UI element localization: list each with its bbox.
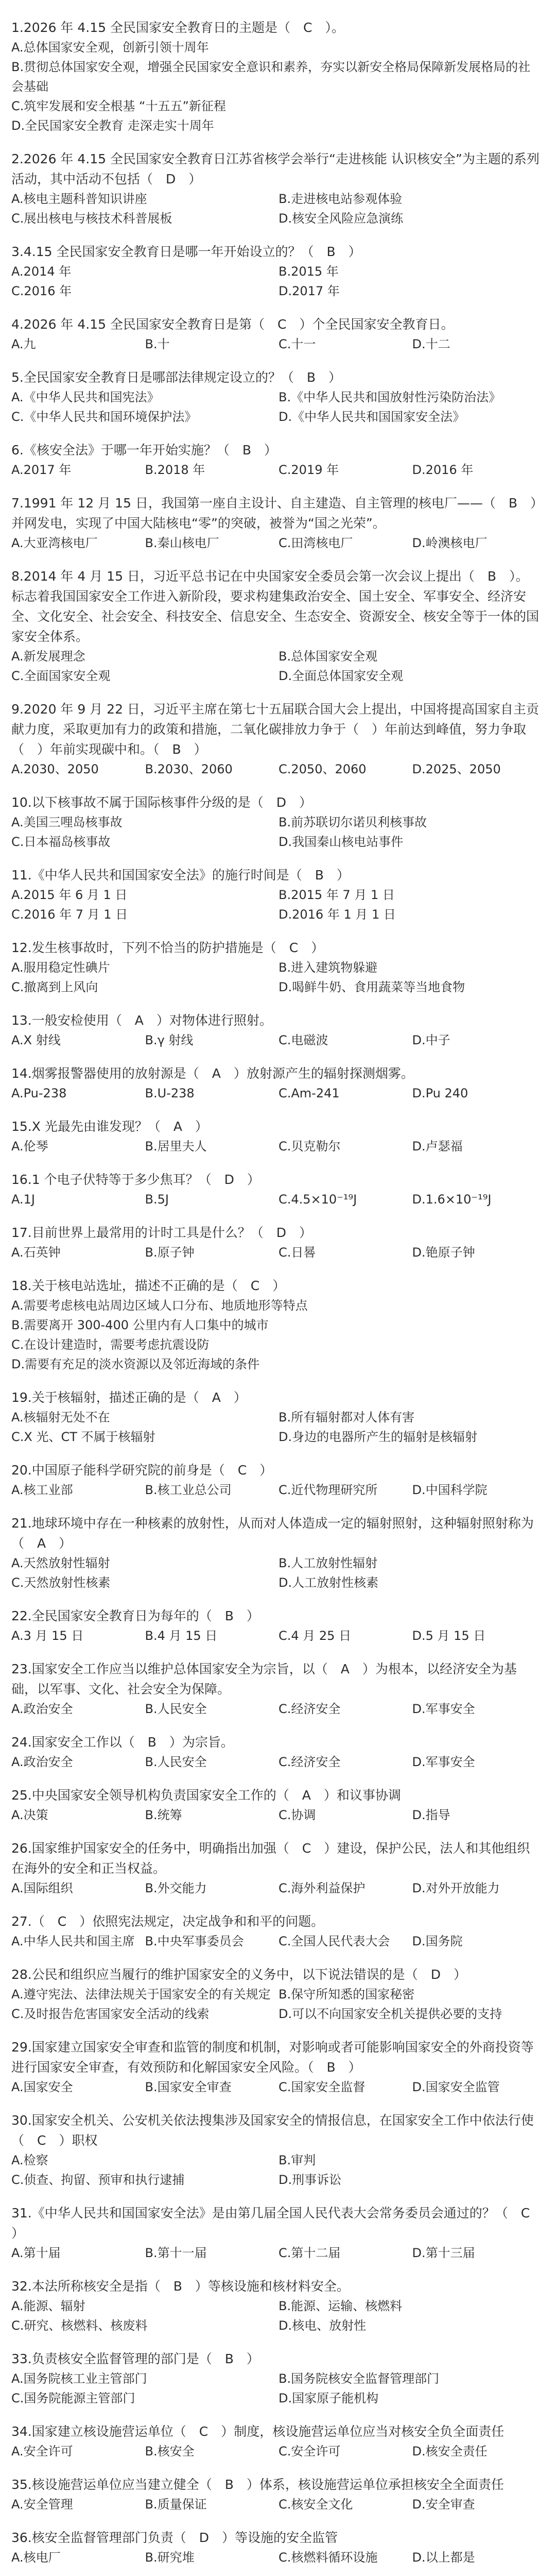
- option-a: A.美国三哩岛核事故: [11, 815, 123, 829]
- option-group: [11, 1752, 541, 1772]
- option-a: A.第十届: [11, 2246, 61, 2260]
- option-group: [11, 1878, 541, 1898]
- option-b: B.质量保证: [145, 2497, 207, 2512]
- option-d: D.以上都是: [412, 2550, 475, 2565]
- option-a: A.安全管理: [11, 2497, 73, 2512]
- option-c: C.研究、核燃料、核废料: [11, 2318, 148, 2333]
- option-d: D.2016 年 1 月 1 日: [279, 907, 396, 922]
- question-stem: 27.（ C ）依照宪法规定，决定战争和和平的问题。: [11, 1914, 324, 1929]
- question-stem: 22.全民国家安全教育日为每年的（ B ）: [11, 1608, 259, 1623]
- option-group: [11, 1243, 541, 1262]
- option-b: B.统筹: [145, 1808, 182, 1822]
- question-stem: 20.中国原子能科学研究院的前身是（ C ）: [11, 1463, 273, 1478]
- question-item: [11, 2475, 541, 2514]
- option-c: C.在设计建造时，需要考虑抗震设防: [11, 1337, 210, 1352]
- option-c: C.4 月 25 日: [279, 1629, 352, 1643]
- option-a: A.国家安全: [11, 2080, 73, 2094]
- option-b: B.总体国家安全观: [279, 649, 378, 664]
- option-a: A.天然放射性辐射: [11, 1556, 110, 1570]
- option-a: A.1J: [11, 1192, 35, 1207]
- option-c: C.十一: [279, 337, 316, 351]
- question-stem: 13.一般安检使用（ A ）对物体进行照射。: [11, 1013, 272, 1028]
- option-a: A.能源、辐射: [11, 2299, 85, 2313]
- option-c: C.及时报告危害国家安全活动的线索: [11, 2007, 210, 2021]
- option-group: [11, 1083, 541, 1103]
- option-d: D.身边的电器所产生的辐射是核辐射: [279, 1430, 478, 1444]
- option-a: A.3 月 15 日: [11, 1629, 84, 1643]
- option-group: [11, 533, 541, 553]
- option-b: B.秦山核电厂: [145, 536, 219, 550]
- option-a: A.新发展理念: [11, 649, 85, 664]
- option-b: B.4 月 15 日: [145, 1629, 218, 1643]
- question-item: [11, 2037, 541, 2097]
- question-item: [11, 1732, 541, 1772]
- question-item: [11, 2110, 541, 2190]
- question-stem: 19.关于核辐射，描述正确的是（ A ）: [11, 1390, 247, 1405]
- option-c: C.Am-241: [279, 1086, 340, 1100]
- option-group: [11, 2296, 541, 2335]
- option-group: [11, 1408, 541, 1447]
- question-item: [11, 1964, 541, 2024]
- option-d: D.全面总体国家安全观: [279, 669, 404, 683]
- question-item: [11, 1460, 541, 1500]
- question-stem: 8.2014 年 4 月 15 日，习近平总书记在中央国家安全委员会第一次会议上提出（ B ）。标志着我国国家安全工作进入新阶段，要求构建集政治安全、国土安全、军事安全、经济安全、文化安全、社会安全、科技安全、信息安全、生态安全、资源安全、核安全等于一体的国家安全体系。: [11, 569, 540, 644]
- question-item: [11, 699, 541, 779]
- option-c: C.贝克勒尔: [279, 1139, 341, 1154]
- option-a: A.中华人民共和国主席: [11, 1934, 135, 1948]
- option-d: D.Pu 240: [412, 1086, 468, 1100]
- option-c: C.核燃料循环设施: [279, 2550, 378, 2565]
- option-c: C.侦查、拘留、预审和执行逮捕: [11, 2173, 185, 2187]
- option-group: [11, 1190, 541, 1209]
- option-d: D.2017 年: [279, 284, 340, 298]
- option-c: C.电磁波: [279, 1033, 328, 1047]
- option-group: [11, 1985, 541, 2024]
- question-item: [11, 1606, 541, 1646]
- option-a: A.国际组织: [11, 1881, 73, 1895]
- option-d: D.2025、2050: [412, 762, 501, 776]
- question-item: [11, 1911, 541, 1951]
- option-c: C.安全许可: [279, 2444, 341, 2459]
- question-stem: 12.发生核事故时，下列不恰当的防护措施是（ C ）: [11, 940, 324, 955]
- question-stem: 33.负责核安全监督管理的部门是（ B ）: [11, 2351, 259, 2366]
- option-group: [11, 1137, 541, 1156]
- question-item: [11, 440, 541, 480]
- option-b: B.U-238: [145, 1086, 195, 1100]
- question-stem: 24.国家安全工作以（ B ）为宗旨。: [11, 1735, 234, 1750]
- option-c: C.国家安全监督: [279, 2080, 366, 2094]
- option-d: D.核安全风险应急演练: [279, 211, 404, 226]
- question-stem: 34.国家建立核设施营运单位（ C ）制度，核设施营运单位应当对核安全负全面责任: [11, 2424, 505, 2439]
- question-stem: 21.地球环境中存在一种核素的放射性，从而对人体造成一定的辐射照射，这种辐射照射称为（ A ）: [11, 1516, 534, 1551]
- question-item: [11, 407, 541, 427]
- option-a: A.伦琴: [11, 1139, 48, 1154]
- question-stem: 18.关于核电站选址，描述不正确的是（ C ）: [11, 1278, 286, 1293]
- option-b: B.2018 年: [145, 463, 205, 477]
- option-d: D.喝鲜牛奶、食用蔬菜等当地食物: [279, 980, 465, 994]
- option-a: A.Pu-238: [11, 1086, 67, 1100]
- option-d: D.军事安全: [412, 1702, 475, 1716]
- option-d: D.国家原子能机构: [279, 2391, 379, 2405]
- option-group: [11, 759, 541, 779]
- option-d: D.对外开放能力: [412, 1881, 500, 1895]
- option-group: [11, 460, 541, 480]
- option-c: C.全国人民代表大会: [279, 1934, 390, 1948]
- question-item: [11, 1838, 541, 1898]
- option-d: D.全民国家安全教育 走深走实十周年: [11, 118, 214, 133]
- option-group: [11, 1296, 541, 1374]
- option-c: C.国务院能源主管部门: [11, 2391, 135, 2405]
- option-group: [11, 38, 541, 135]
- question-stem: 32.本法所称核安全是指（ B ）等核设施和核材料安全。: [11, 2279, 350, 2294]
- option-b: B.核工业总公司: [145, 1483, 232, 1497]
- option-b: B.《中华人民共和国放射性污染防治法》: [279, 390, 501, 404]
- option-a: A.核工业部: [11, 1483, 73, 1497]
- option-group: [11, 2150, 541, 2190]
- option-group: [11, 1931, 541, 1951]
- option-group: [11, 958, 541, 997]
- option-group: [11, 2369, 541, 2408]
- question-item: [11, 1010, 541, 1050]
- option-c: C.经济安全: [279, 1755, 341, 1769]
- option-c: C.展出核电与核技术科普展板: [11, 211, 172, 226]
- question-item: [11, 938, 541, 997]
- question-stem: 31.《中华人民共和国国家安全法》是由第几届全国人民代表大会常务委员会通过的？（ C ）: [11, 2206, 543, 2241]
- question-stem: 7.1991 年 12 月 15 日，我国第一座自主设计、自主建造、自主管理的核电厂——（ B ）并网发电，实现了中国大陆核电“零”的突破，被誉为“国之光荣”。: [11, 496, 537, 531]
- option-a: A.石英钟: [11, 1245, 61, 1260]
- option-c: C.全面国家安全观: [11, 669, 111, 683]
- option-c: C.天然放射性核素: [11, 1575, 111, 1590]
- option-a: A.政治安全: [11, 1755, 73, 1769]
- question-stem: 23.国家安全工作应当以维护总体国家安全为宗旨，以（ A ）为根本，以经济安全为基础，以军事、文化、社会安全为保障。: [11, 1662, 517, 1697]
- question-stem: 35.核设施营运单位应当建立健全（ B ）体系，核设施营运单位承担核安全全面责任: [11, 2477, 504, 2492]
- question-stem: 28.公民和组织应当履行的维护国家安全的义务中，以下说法错误的是（ D ）: [11, 1967, 467, 1982]
- option-b: B.保守所知悉的国家秘密: [279, 1987, 415, 2002]
- question-stem: 29.国家建立国家安全审查和监管的制度和机制，对影响或者可能影响国家安全的外商投资等进行国家安全审查，有效预防和化解国家安全风险。（ B ）: [11, 2040, 534, 2075]
- option-c: C.2016 年 7 月 1 日: [11, 907, 128, 922]
- option-b: D.《中华人民共和国国家安全法》: [279, 410, 465, 424]
- option-d: D.岭澳核电厂: [412, 536, 488, 550]
- option-group: [11, 2077, 541, 2097]
- option-d: D.铯原子钟: [412, 1245, 475, 1260]
- option-group: [11, 885, 541, 924]
- option-group: [11, 647, 541, 686]
- question-item: [11, 314, 541, 354]
- option-a: A.X 射线: [11, 1033, 61, 1047]
- option-c: C.X 光、CT 不属于核辐射: [11, 1430, 155, 1444]
- option-d: D.2016 年: [412, 463, 474, 477]
- option-d: D.第十三届: [412, 2246, 475, 2260]
- question-item: [11, 865, 541, 924]
- option-a: A.2015 年 6 月 1 日: [11, 888, 128, 902]
- question-item: [11, 1659, 541, 1719]
- option-a: A.《中华人民共和国宪法》: [11, 390, 160, 404]
- option-a: A.检察: [11, 2153, 48, 2167]
- option-b: B.人工放射性辐射: [279, 1556, 378, 1570]
- option-group: [11, 1699, 541, 1719]
- option-group: [11, 262, 541, 301]
- option-b: B.十: [145, 337, 170, 351]
- question-item: [11, 1513, 541, 1592]
- question-stem: 15.X 光最先由谁发现？（ A ）: [11, 1119, 208, 1134]
- question-item: [11, 493, 541, 553]
- option-group: [11, 1626, 541, 1646]
- option-b: B.γ 射线: [145, 1033, 194, 1047]
- option-d: D.需要有充足的淡水资源以及邻近海域的条件: [11, 1357, 260, 1371]
- option-a: A.2014 年: [11, 264, 72, 279]
- option-c: C.海外利益保护: [279, 1881, 366, 1895]
- option-d: D.十二: [412, 337, 450, 351]
- option-a: A.决策: [11, 1808, 48, 1822]
- option-d: D.安全审查: [412, 2497, 475, 2512]
- option-d: D.1.6×10⁻¹⁹J: [412, 1192, 492, 1207]
- question-stem: 3.4.15 全民国家安全教育日是哪一年开始设立的？（ B ）: [11, 244, 361, 259]
- question-stem: 14.烟雾报警器使用的放射源是（ A ）放射源产生的辐射探测烟雾。: [11, 1066, 414, 1081]
- option-b: B.原子钟: [145, 1245, 195, 1260]
- option-group: [11, 1805, 541, 1825]
- option-b: B.5J: [145, 1192, 169, 1207]
- option-c: C.经济安全: [279, 1702, 341, 1716]
- option-b: B.进入建筑物躲避: [279, 960, 378, 975]
- option-a: A.服用稳定性碘片: [11, 960, 110, 975]
- question-item: [11, 1116, 541, 1156]
- question-item: [11, 367, 541, 407]
- option-a: A.2017 年: [11, 463, 72, 477]
- option-c: C.近代物理研究所: [279, 1483, 378, 1497]
- option-c: C.核安全文化: [279, 2497, 353, 2512]
- option-c: C.4.5×10⁻¹⁹J: [279, 1192, 357, 1207]
- option-d: D.中国科学院: [412, 1483, 488, 1497]
- option-d: D.指导: [412, 1808, 450, 1822]
- question-stem: 5.全民国家安全教育日是哪部法律规定设立的？（ B ）: [11, 370, 342, 385]
- question-item: [11, 2276, 541, 2335]
- option-b: B.人民安全: [145, 1755, 207, 1769]
- option-a: A.需要考虑核电站周边区域人口分布、地质地形等特点: [11, 1298, 308, 1313]
- option-a: A.遵守宪法、法律法规关于国家安全的有关规定: [11, 1987, 271, 2002]
- option-group: [11, 2548, 541, 2567]
- question-item: [11, 18, 541, 135]
- option-a: A.2030、2050: [11, 762, 99, 776]
- option-b: B.能源、运输、核燃料: [279, 2299, 403, 2313]
- option-group: [11, 812, 541, 852]
- option-a: A.核电厂: [11, 2550, 61, 2565]
- option-d: D.可以不向国家安全机关提供必要的支持: [279, 2007, 502, 2021]
- question-item: [11, 1223, 541, 1262]
- option-a: A.国务院核工业主管部门: [11, 2371, 147, 2386]
- option-a: A.核辐射无处不在: [11, 1410, 110, 1425]
- option-a: A.安全许可: [11, 2444, 73, 2459]
- option-c: C.第十二届: [279, 2246, 341, 2260]
- option-b: B.贯彻总体国家安全观，增强全民国家安全意识和素养，夯实以新安全格局保障新发展格局的社会基础: [11, 60, 531, 94]
- option-b: B.中央军事委员会: [145, 1934, 244, 1948]
- option-c: C.协调: [279, 1808, 316, 1822]
- option-d: D.5 月 15 日: [412, 1629, 486, 1643]
- question-stem: 2.2026 年 4.15 全民国家安全教育日江苏省核学会举行“走进核能 认识核安全”为主题的系列活动，其中活动不包括（ D ）: [11, 151, 540, 187]
- option-a: A.总体国家安全观，创新引领十周年: [11, 40, 209, 55]
- option-d: D.刑事诉讼: [279, 2173, 342, 2187]
- option-group: [11, 189, 541, 228]
- option-d: D.核安全责任: [412, 2444, 488, 2459]
- question-item: [11, 1063, 541, 1103]
- question-item: [11, 242, 541, 301]
- option-group: [11, 2243, 541, 2263]
- option-d: D.人工放射性核素: [279, 1575, 379, 1590]
- option-c: C.撤离到上风向: [11, 980, 98, 994]
- question-item: [11, 1387, 541, 1447]
- question-stem: 36.核安全监督管理部门负责（ D ）等设施的安全监管: [11, 2530, 338, 2545]
- option-b: B.国家安全审查: [145, 2080, 232, 2094]
- question-item: [11, 2421, 541, 2461]
- question-stem: 9.2020 年 9 月 22 日，习近平主席在第七十五届联合国大会上提出，中国将提高国家自主贡献力度，采取更加有力的政策和措施，二氧化碳排放力争于（ ）年前达到峰值，努力争取（ ）年前实现碳中和。（ B ）: [11, 702, 539, 757]
- option-b: B.人民安全: [145, 1702, 207, 1716]
- option-c: C.田湾核电厂: [279, 536, 353, 550]
- option-c: C.2016 年: [11, 284, 72, 298]
- question-stem: 16.1 个电子伏特等于多少焦耳？（ D ）: [11, 1172, 260, 1187]
- question-item: [11, 566, 541, 686]
- option-d: D.我国秦山核电站事件: [279, 835, 404, 849]
- question-stem: 4.2026 年 4.15 全民国家安全教育日是第（ C ）个全民国家安全教育日。: [11, 317, 454, 332]
- option-c: C.筑牢发展和安全根基 “十五五”新征程: [11, 99, 226, 113]
- option-b: B.居里夫人: [145, 1139, 207, 1154]
- option-d: D.中子: [412, 1033, 450, 1047]
- question-stem: 30.国家安全机关、公安机关依法搜集涉及国家安全的情报信息，在国家安全工作中依法行使（ C ）职权: [11, 2113, 534, 2148]
- option-b: B.所有辐射都对人体有害: [279, 1410, 415, 1425]
- option-b: B.审判: [279, 2153, 316, 2167]
- question-item: [11, 1170, 541, 1209]
- question-item: [11, 792, 541, 852]
- option-d: D.卢瑟福: [412, 1139, 463, 1154]
- option-group: [11, 2442, 541, 2461]
- question-item: [11, 2203, 541, 2263]
- question-stem: 6.《核安全法》于哪一年开始实施？（ B ）: [11, 443, 277, 457]
- option-b: B.2030、2060: [145, 762, 233, 776]
- option-group: [11, 387, 541, 407]
- option-b: B.核安全: [145, 2444, 195, 2459]
- option-a: A.大亚湾核电厂: [11, 536, 98, 550]
- question-stem: 26.国家维护国家安全的任务中，明确指出加强（ C ）建设，保护公民，法人和其他组织在海外的安全和正当权益。: [11, 1841, 530, 1876]
- question-item: [11, 1785, 541, 1825]
- question-stem: 11.《中华人民共和国国家安全法》的施行时间是（ B ）: [11, 868, 350, 883]
- question-stem: 1.2026 年 4.15 全民国家安全教育日的主题是（ C ）。: [11, 20, 344, 35]
- option-d: D.军事安全: [412, 1755, 475, 1769]
- option-b: B.外交能力: [145, 1881, 207, 1895]
- option-d: D.国家安全监管: [412, 2080, 500, 2094]
- question-stem: 10.以下核事故不属于国际核事件分级的是（ D ）: [11, 795, 312, 810]
- option-b: B.2015 年: [279, 264, 339, 279]
- question-item: [11, 149, 541, 228]
- option-group: [11, 1553, 541, 1592]
- option-group: [11, 2495, 541, 2514]
- option-b: B.第十一届: [145, 2246, 207, 2260]
- option-c: C.日晷: [279, 1245, 316, 1260]
- option-group: [11, 334, 541, 354]
- option-b: B.研究堆: [145, 2550, 195, 2565]
- option-d: D.国务院: [412, 1934, 463, 1948]
- option-b: B.2015 年 7 月 1 日: [279, 888, 395, 902]
- question-item: [11, 2528, 541, 2567]
- option-b: B.需要离开 300-400 公里内有人口集中的城市: [11, 1318, 269, 1332]
- option-d: D.核电、放射性: [279, 2318, 367, 2333]
- option-group: [11, 407, 541, 427]
- option-group: [11, 1030, 541, 1050]
- option-b: B.国务院核安全监督管理部门: [279, 2371, 440, 2386]
- question-stem: 25.中央国家安全领导机构负责国家安全工作的（ A ）和议事协调: [11, 1788, 401, 1803]
- option-a: A.核电主题科普知识讲座: [11, 192, 147, 206]
- option-a: C.《中华人民共和国环境保护法》: [11, 410, 197, 424]
- option-c: C.日本福岛核事故: [11, 835, 111, 849]
- option-a: A.九: [11, 337, 36, 351]
- option-b: B.前苏联切尔诺贝利核事故: [279, 815, 427, 829]
- option-b: B.走进核电站参观体验: [279, 192, 403, 206]
- option-group: [11, 1480, 541, 1500]
- question-item: [11, 1276, 541, 1374]
- option-a: A.政治安全: [11, 1702, 73, 1716]
- option-c: C.2019 年: [279, 463, 339, 477]
- question-stem: 17.目前世界上最常用的计时工具是什么？（ D ）: [11, 1225, 312, 1240]
- option-c: C.2050、2060: [279, 762, 367, 776]
- question-item: [11, 2349, 541, 2408]
